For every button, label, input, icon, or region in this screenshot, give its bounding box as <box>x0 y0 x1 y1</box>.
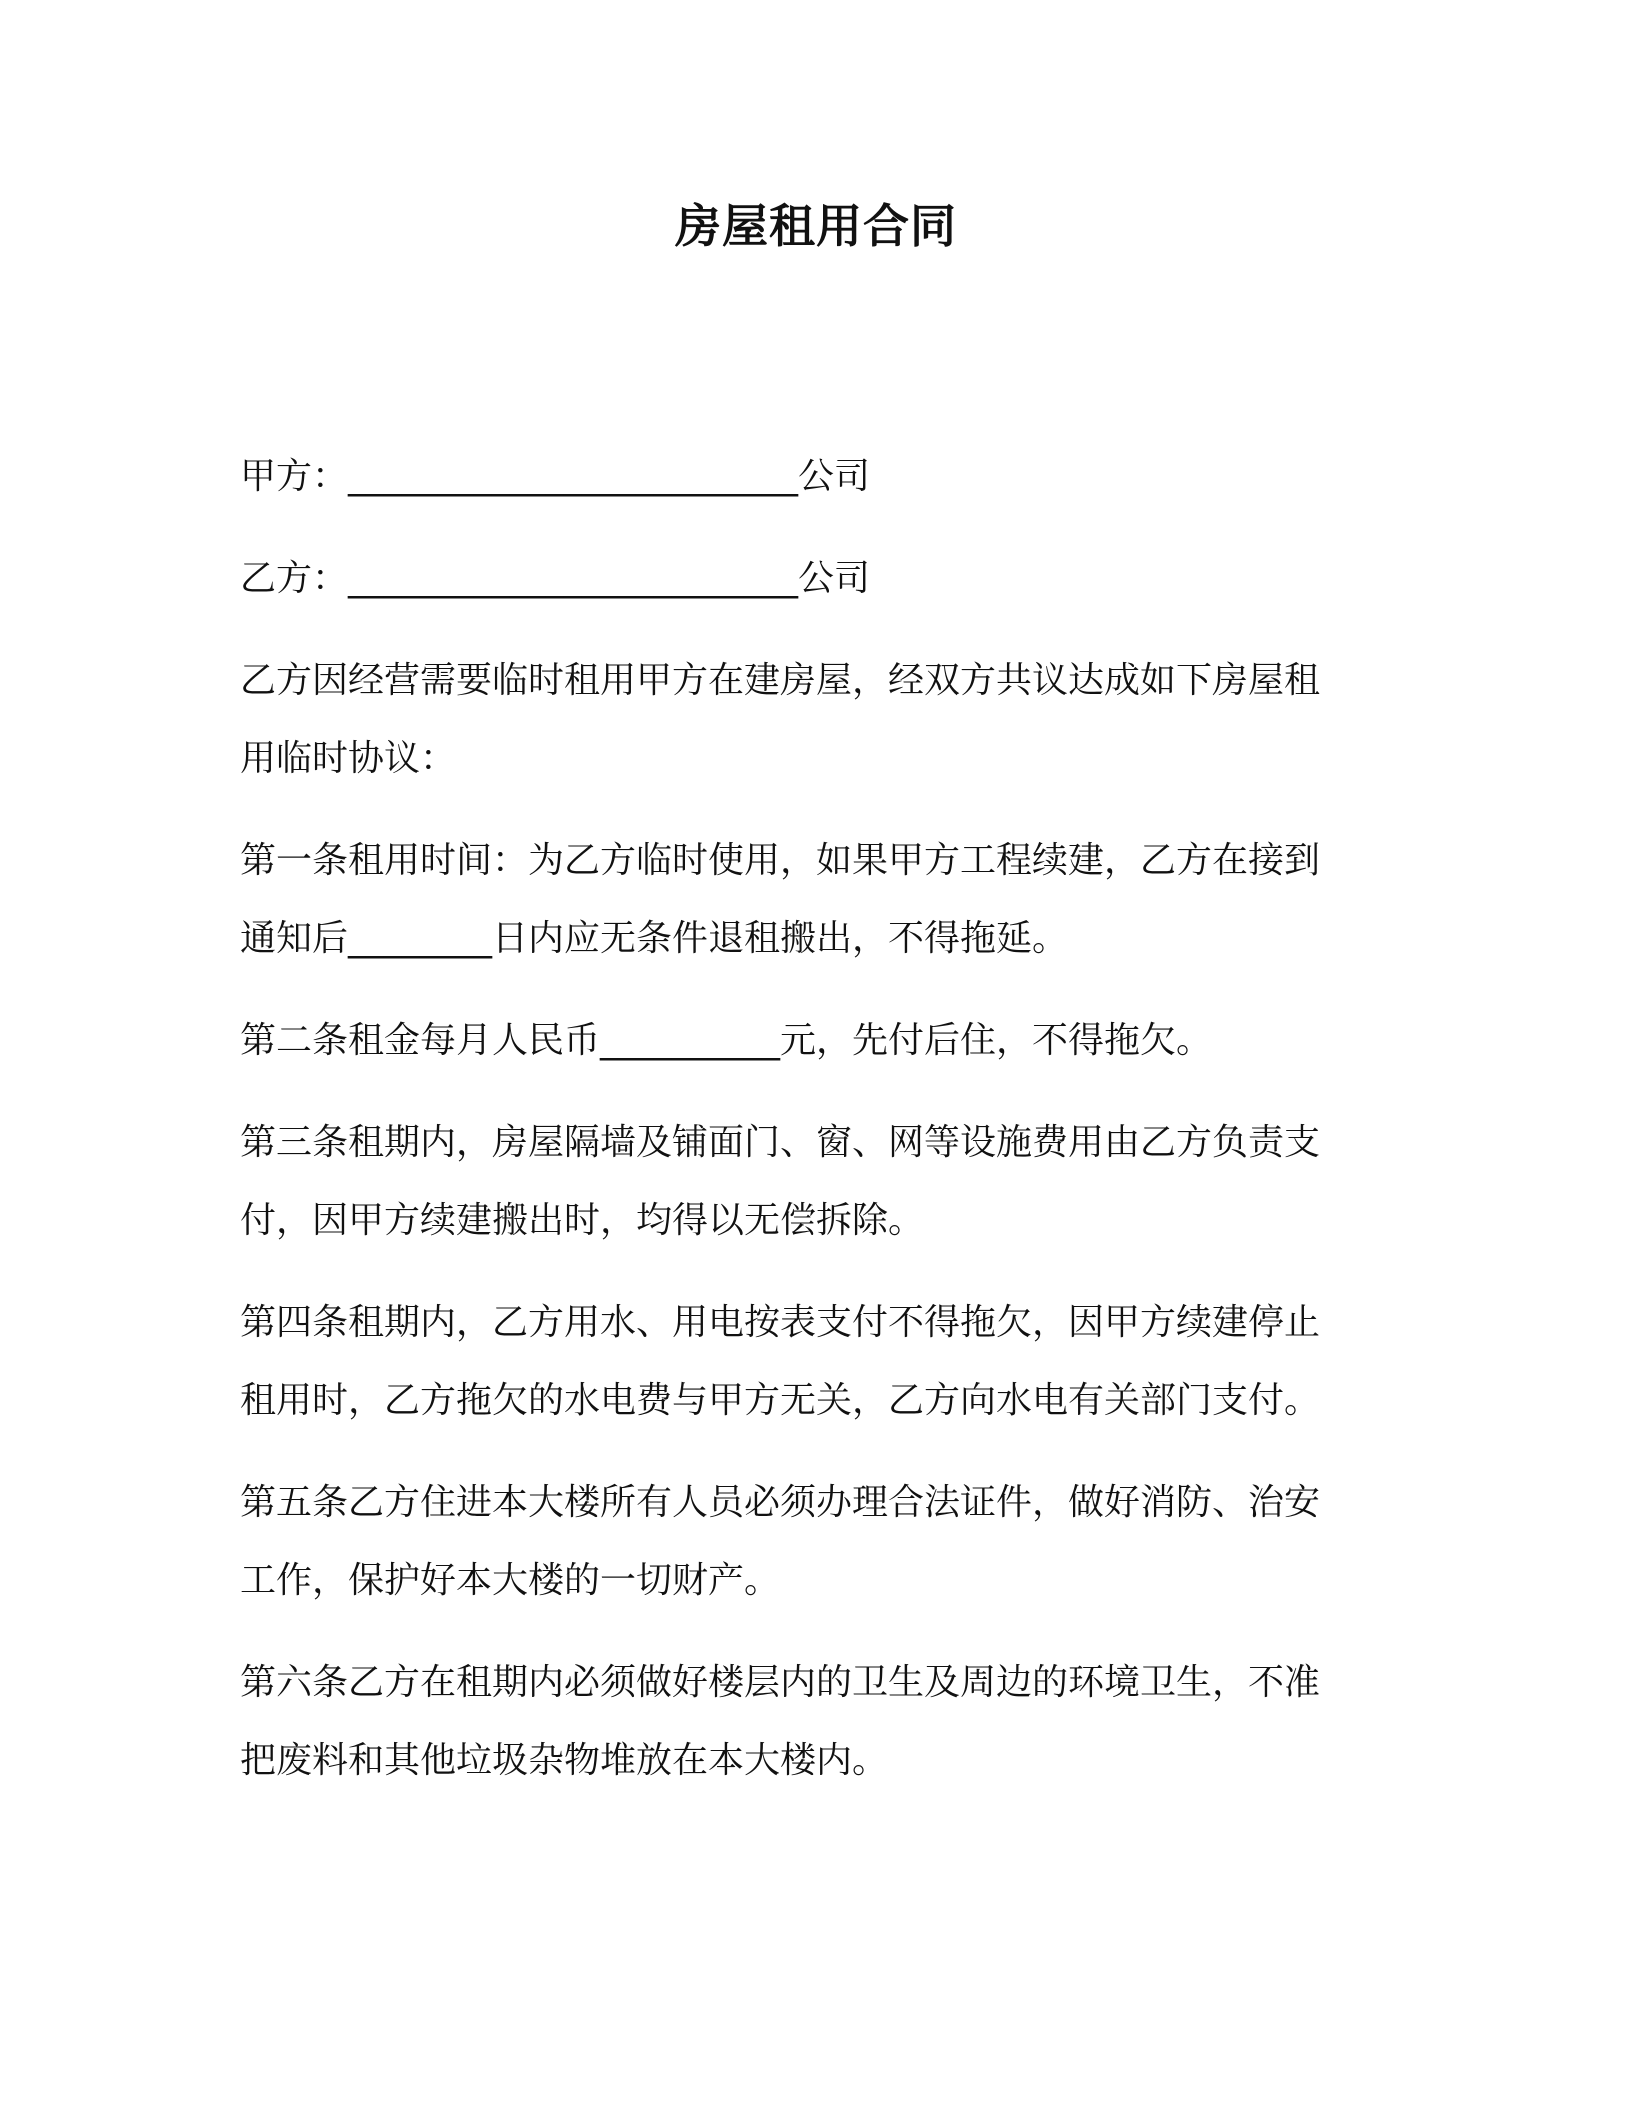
article-4: 第四条租期内，乙方用水、用电按表支付不得拖欠，因甲方续建停止租用时，乙方拖欠的水电费与甲方无关，乙方向水电有关部门支付。 <box>240 1302 1321 1421</box>
party-b-line: 乙方：_________________________公司 <box>240 558 871 599</box>
article-3: 第三条租期内，房屋隔墙及铺面门、窗、网等设施费用由乙方负责支付，因甲方续建搬出时，均得以无偿拆除。 <box>240 1122 1321 1241</box>
article-2: 第二条租金每月人民币__________元，先付后住，不得拖欠。 <box>240 1020 1213 1061</box>
party-a-line: 甲方：_________________________公司 <box>240 456 871 497</box>
document-body <box>240 438 1355 1824</box>
article-1: 第一条租用时间：为乙方临时使用，如果甲方工程续建，乙方在接到通知后________日内应无条件退租搬出，不得拖延。 <box>240 840 1321 959</box>
article-6: 第六条乙方在租期内必须做好楼层内的卫生及周边的环境卫生，不准把废料和其他垃圾杂物堆放在本大楼内。 <box>240 1662 1321 1781</box>
article-5: 第五条乙方住进本大楼所有人员必须办理合法证件，做好消防、治安工作，保护好本大楼的一切财产。 <box>240 1482 1321 1601</box>
document-title: 房屋租用合同 <box>675 199 957 253</box>
preamble-paragraph: 乙方因经营需要临时租用甲方在建房屋，经双方共议达成如下房屋租用临时协议： <box>240 660 1321 779</box>
